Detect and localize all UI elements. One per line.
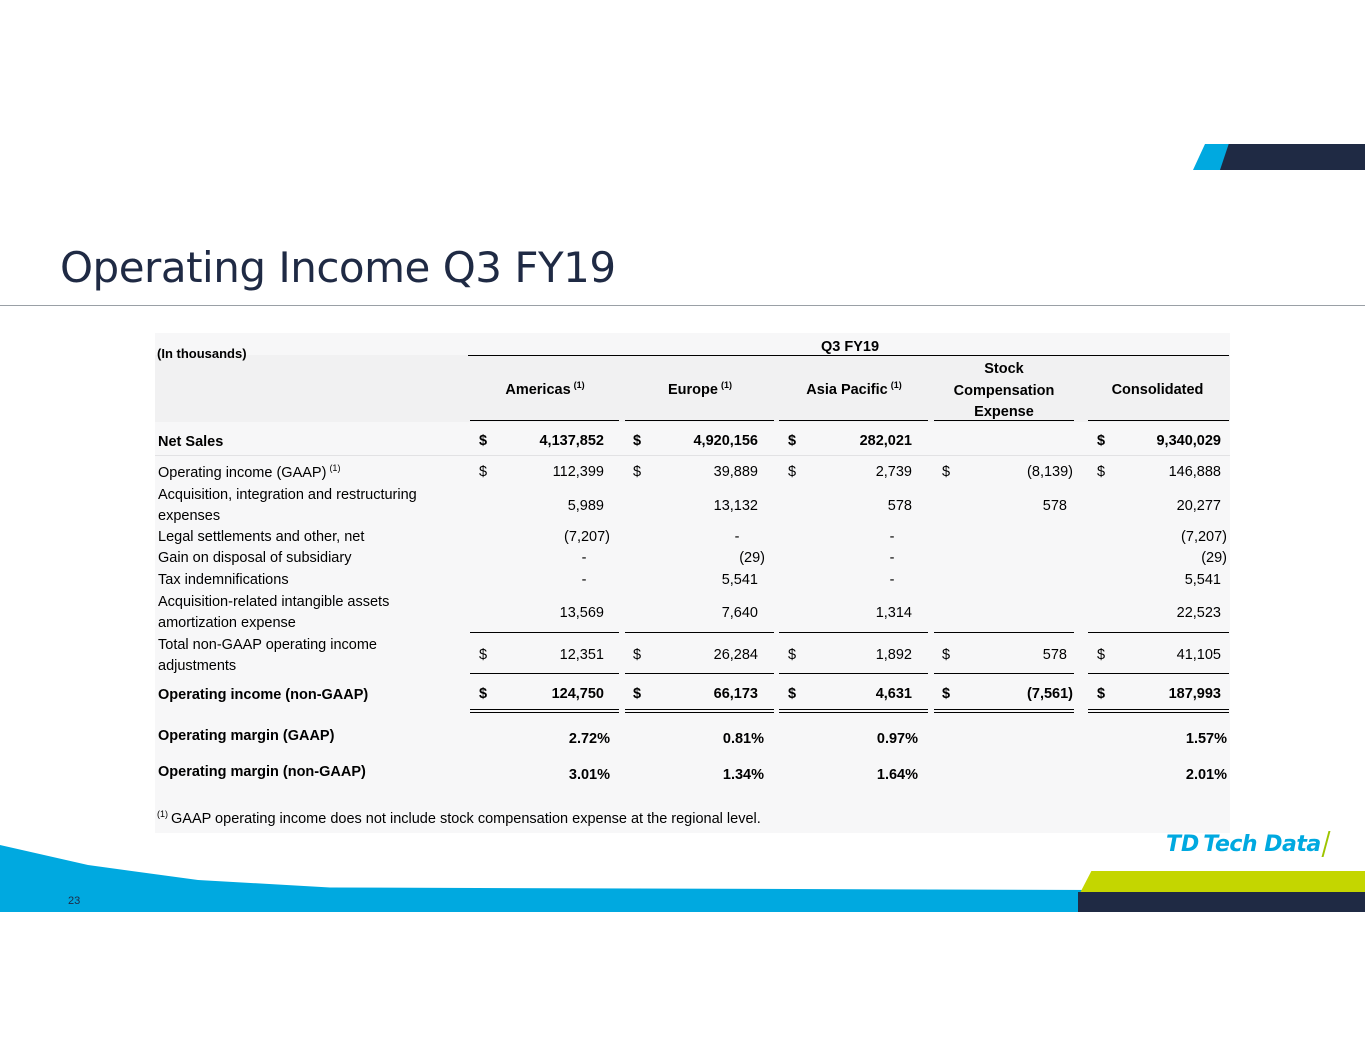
currency-symbol: $ — [479, 464, 488, 480]
cell-gain-disposal-americas: - — [581, 550, 587, 566]
footnote: $^{(1)}$ GAAP operating income does not include stock compensation expense at the regional level. — [157, 809, 761, 827]
subtotal-rule — [625, 632, 774, 633]
cell-acq-integration-asia-pacific: 578 — [887, 498, 912, 514]
currency-symbol: $ — [479, 433, 488, 449]
column-header-consolidated: Consolidated — [1111, 382, 1204, 398]
cell-total-adj-europe: 26,284 — [713, 647, 758, 663]
cell-margin-nongaap-consolidated: 2.01% — [1185, 767, 1227, 783]
row-label-operating-income-nongaap: Operating income (non-GAAP) — [158, 687, 369, 703]
double-rule — [470, 709, 619, 713]
cell-margin-nongaap-asia-pacific: 1.64% — [876, 767, 918, 783]
cell-legal-americas: (7,207) — [564, 529, 610, 545]
cell-margin-gaap-asia-pacific: 0.97% — [876, 731, 918, 747]
cell-net-sales-consolidated: 9,340,029 — [1156, 433, 1221, 449]
cell-tax-indem-europe: 5,541 — [721, 572, 758, 588]
cell-margin-nongaap-americas: 3.01% — [568, 767, 610, 783]
cell-op-income-gaap-americas: 112,399 — [552, 464, 604, 480]
currency-symbol: $ — [479, 686, 488, 702]
cell-total-adj-americas: 12,351 — [559, 647, 604, 663]
cell-gain-disposal-consolidated: (29) — [1201, 550, 1227, 566]
cell-op-income-gaap-europe: 39,889 — [713, 464, 758, 480]
footer-band-cyan — [0, 890, 1100, 912]
currency-symbol: $ — [633, 686, 642, 702]
cell-legal-asia-pacific: - — [889, 529, 895, 545]
cell-net-sales-asia-pacific: 282,021 — [859, 433, 912, 449]
column-header-americas: Americas $^{(1)}$ — [505, 380, 585, 398]
double-rule — [779, 709, 928, 713]
currency-symbol: $ — [788, 464, 797, 480]
cell-acq-intangible-europe: 7,640 — [721, 605, 758, 621]
slide-title: Operating Income Q3 FY19 — [60, 243, 616, 292]
cell-acq-intangible-asia-pacific: 1,314 — [875, 605, 912, 621]
logo-slash-icon — [1321, 831, 1330, 857]
total-rule — [934, 673, 1074, 674]
column-header-stock-compensation: Stock Compensation Expense — [953, 361, 1055, 420]
total-rule — [779, 673, 928, 674]
cell-acq-integration-consolidated: 20,277 — [1176, 498, 1221, 514]
cell-op-income-gaap-stock-comp: (8,139) — [1027, 464, 1073, 480]
currency-symbol: $ — [1097, 433, 1106, 449]
currency-symbol: $ — [1097, 647, 1106, 663]
subtotal-rule — [934, 632, 1074, 633]
cell-op-income-nongaap-europe: 66,173 — [713, 686, 758, 702]
subtotal-rule — [1088, 632, 1229, 633]
cell-acq-intangible-consolidated: 22,523 — [1176, 605, 1221, 621]
currency-symbol: $ — [788, 647, 797, 663]
cell-gain-disposal-asia-pacific: - — [889, 550, 895, 566]
header-accent-navy — [1220, 144, 1365, 170]
cell-op-income-nongaap-stock-comp: (7,561) — [1027, 686, 1073, 702]
logo-wordmark: Tech Data — [1203, 831, 1321, 857]
currency-symbol: $ — [633, 647, 642, 663]
total-rule — [470, 673, 619, 674]
double-rule — [1088, 709, 1229, 713]
period-underline — [468, 355, 1229, 356]
row-label-gain-disposal: Gain on disposal of subsidiary — [158, 550, 352, 566]
currency-symbol: $ — [942, 686, 951, 702]
cell-op-income-gaap-consolidated: 146,888 — [1168, 464, 1221, 480]
header-rule — [625, 420, 774, 421]
period-header: Q3 FY19 — [820, 339, 880, 355]
header-rule — [934, 420, 1074, 421]
double-rule — [625, 709, 774, 713]
cell-tax-indem-consolidated: 5,541 — [1184, 572, 1221, 588]
row-label-legal-settlements: Legal settlements and other, net — [158, 529, 365, 545]
cell-op-income-nongaap-consolidated: 187,993 — [1168, 686, 1221, 702]
footer-swoosh — [0, 845, 1100, 895]
row-label-operating-income-gaap: Operating income (GAAP) $^{(1)}$ — [158, 463, 341, 481]
cell-op-income-nongaap-asia-pacific: 4,631 — [875, 686, 912, 702]
row-label-net-sales: Net Sales — [158, 434, 224, 450]
row-label-margin-nongaap: Operating margin (non-GAAP) — [158, 764, 366, 780]
cell-acq-integration-stock-comp: 578 — [1042, 498, 1067, 514]
cell-acq-intangible-americas: 13,569 — [559, 605, 604, 621]
row-label-acquisition-intangible: Acquisition-related intangible assets amortization expense — [158, 594, 390, 631]
cell-op-income-gaap-asia-pacific: 2,739 — [875, 464, 912, 480]
double-rule — [934, 709, 1074, 713]
cell-legal-consolidated: (7,207) — [1181, 529, 1227, 545]
cell-margin-gaap-americas: 2.72% — [568, 731, 610, 747]
cell-net-sales-americas: 4,137,852 — [539, 433, 604, 449]
header-rule — [779, 420, 928, 421]
total-rule — [625, 673, 774, 674]
currency-symbol: $ — [633, 464, 642, 480]
cell-total-adj-stock-comp: 578 — [1042, 647, 1067, 663]
currency-symbol: $ — [788, 433, 797, 449]
cell-legal-europe: - — [734, 529, 740, 545]
total-rule — [1088, 673, 1229, 674]
subtotal-rule — [779, 632, 928, 633]
page-number: 23 — [68, 895, 81, 907]
cell-margin-nongaap-europe: 1.34% — [722, 767, 764, 783]
currency-symbol: $ — [1097, 686, 1106, 702]
cell-total-adj-asia-pacific: 1,892 — [875, 647, 912, 663]
cell-total-adj-consolidated: 41,105 — [1176, 647, 1221, 663]
currency-symbol: $ — [479, 647, 488, 663]
cell-tax-indem-asia-pacific: - — [889, 572, 895, 588]
subtotal-rule — [470, 632, 619, 633]
footer-band-lime — [1080, 871, 1365, 893]
units-note: (In thousands) — [157, 346, 247, 361]
cell-net-sales-europe: 4,920,156 — [693, 433, 758, 449]
td-logo-mark-icon: TD — [1166, 831, 1200, 857]
cell-acq-integration-europe: 13,132 — [713, 498, 758, 514]
header-rule — [470, 420, 619, 421]
cell-margin-gaap-consolidated: 1.57% — [1185, 731, 1227, 747]
header-rule — [1088, 420, 1229, 421]
cell-tax-indem-americas: - — [581, 572, 587, 588]
cell-acq-integration-americas: 5,989 — [567, 498, 604, 514]
footer-band-navy — [1078, 892, 1365, 912]
row-label-tax-indemnifications: Tax indemnifications — [158, 572, 289, 588]
currency-symbol: $ — [788, 686, 797, 702]
tech-data-logo — [1166, 829, 1327, 859]
row-label-total-adjustments: Total non-GAAP operating income adjustments — [158, 637, 377, 674]
cell-gain-disposal-europe: (29) — [739, 550, 765, 566]
column-header-asia-pacific: Asia Pacific $^{(1)}$ — [806, 380, 902, 398]
row-label-acquisition-integration: Acquisition, integration and restructuring expenses — [158, 487, 417, 524]
currency-symbol: $ — [942, 464, 951, 480]
currency-symbol: $ — [1097, 464, 1106, 480]
column-header-europe: Europe $^{(1)}$ — [668, 380, 732, 398]
cell-margin-gaap-europe: 0.81% — [722, 731, 764, 747]
row-label-margin-gaap: Operating margin (GAAP) — [158, 728, 335, 744]
currency-symbol: $ — [633, 433, 642, 449]
row-separator — [155, 455, 1230, 456]
currency-symbol: $ — [942, 647, 951, 663]
title-divider — [0, 305, 1365, 306]
cell-op-income-nongaap-americas: 124,750 — [551, 686, 604, 702]
